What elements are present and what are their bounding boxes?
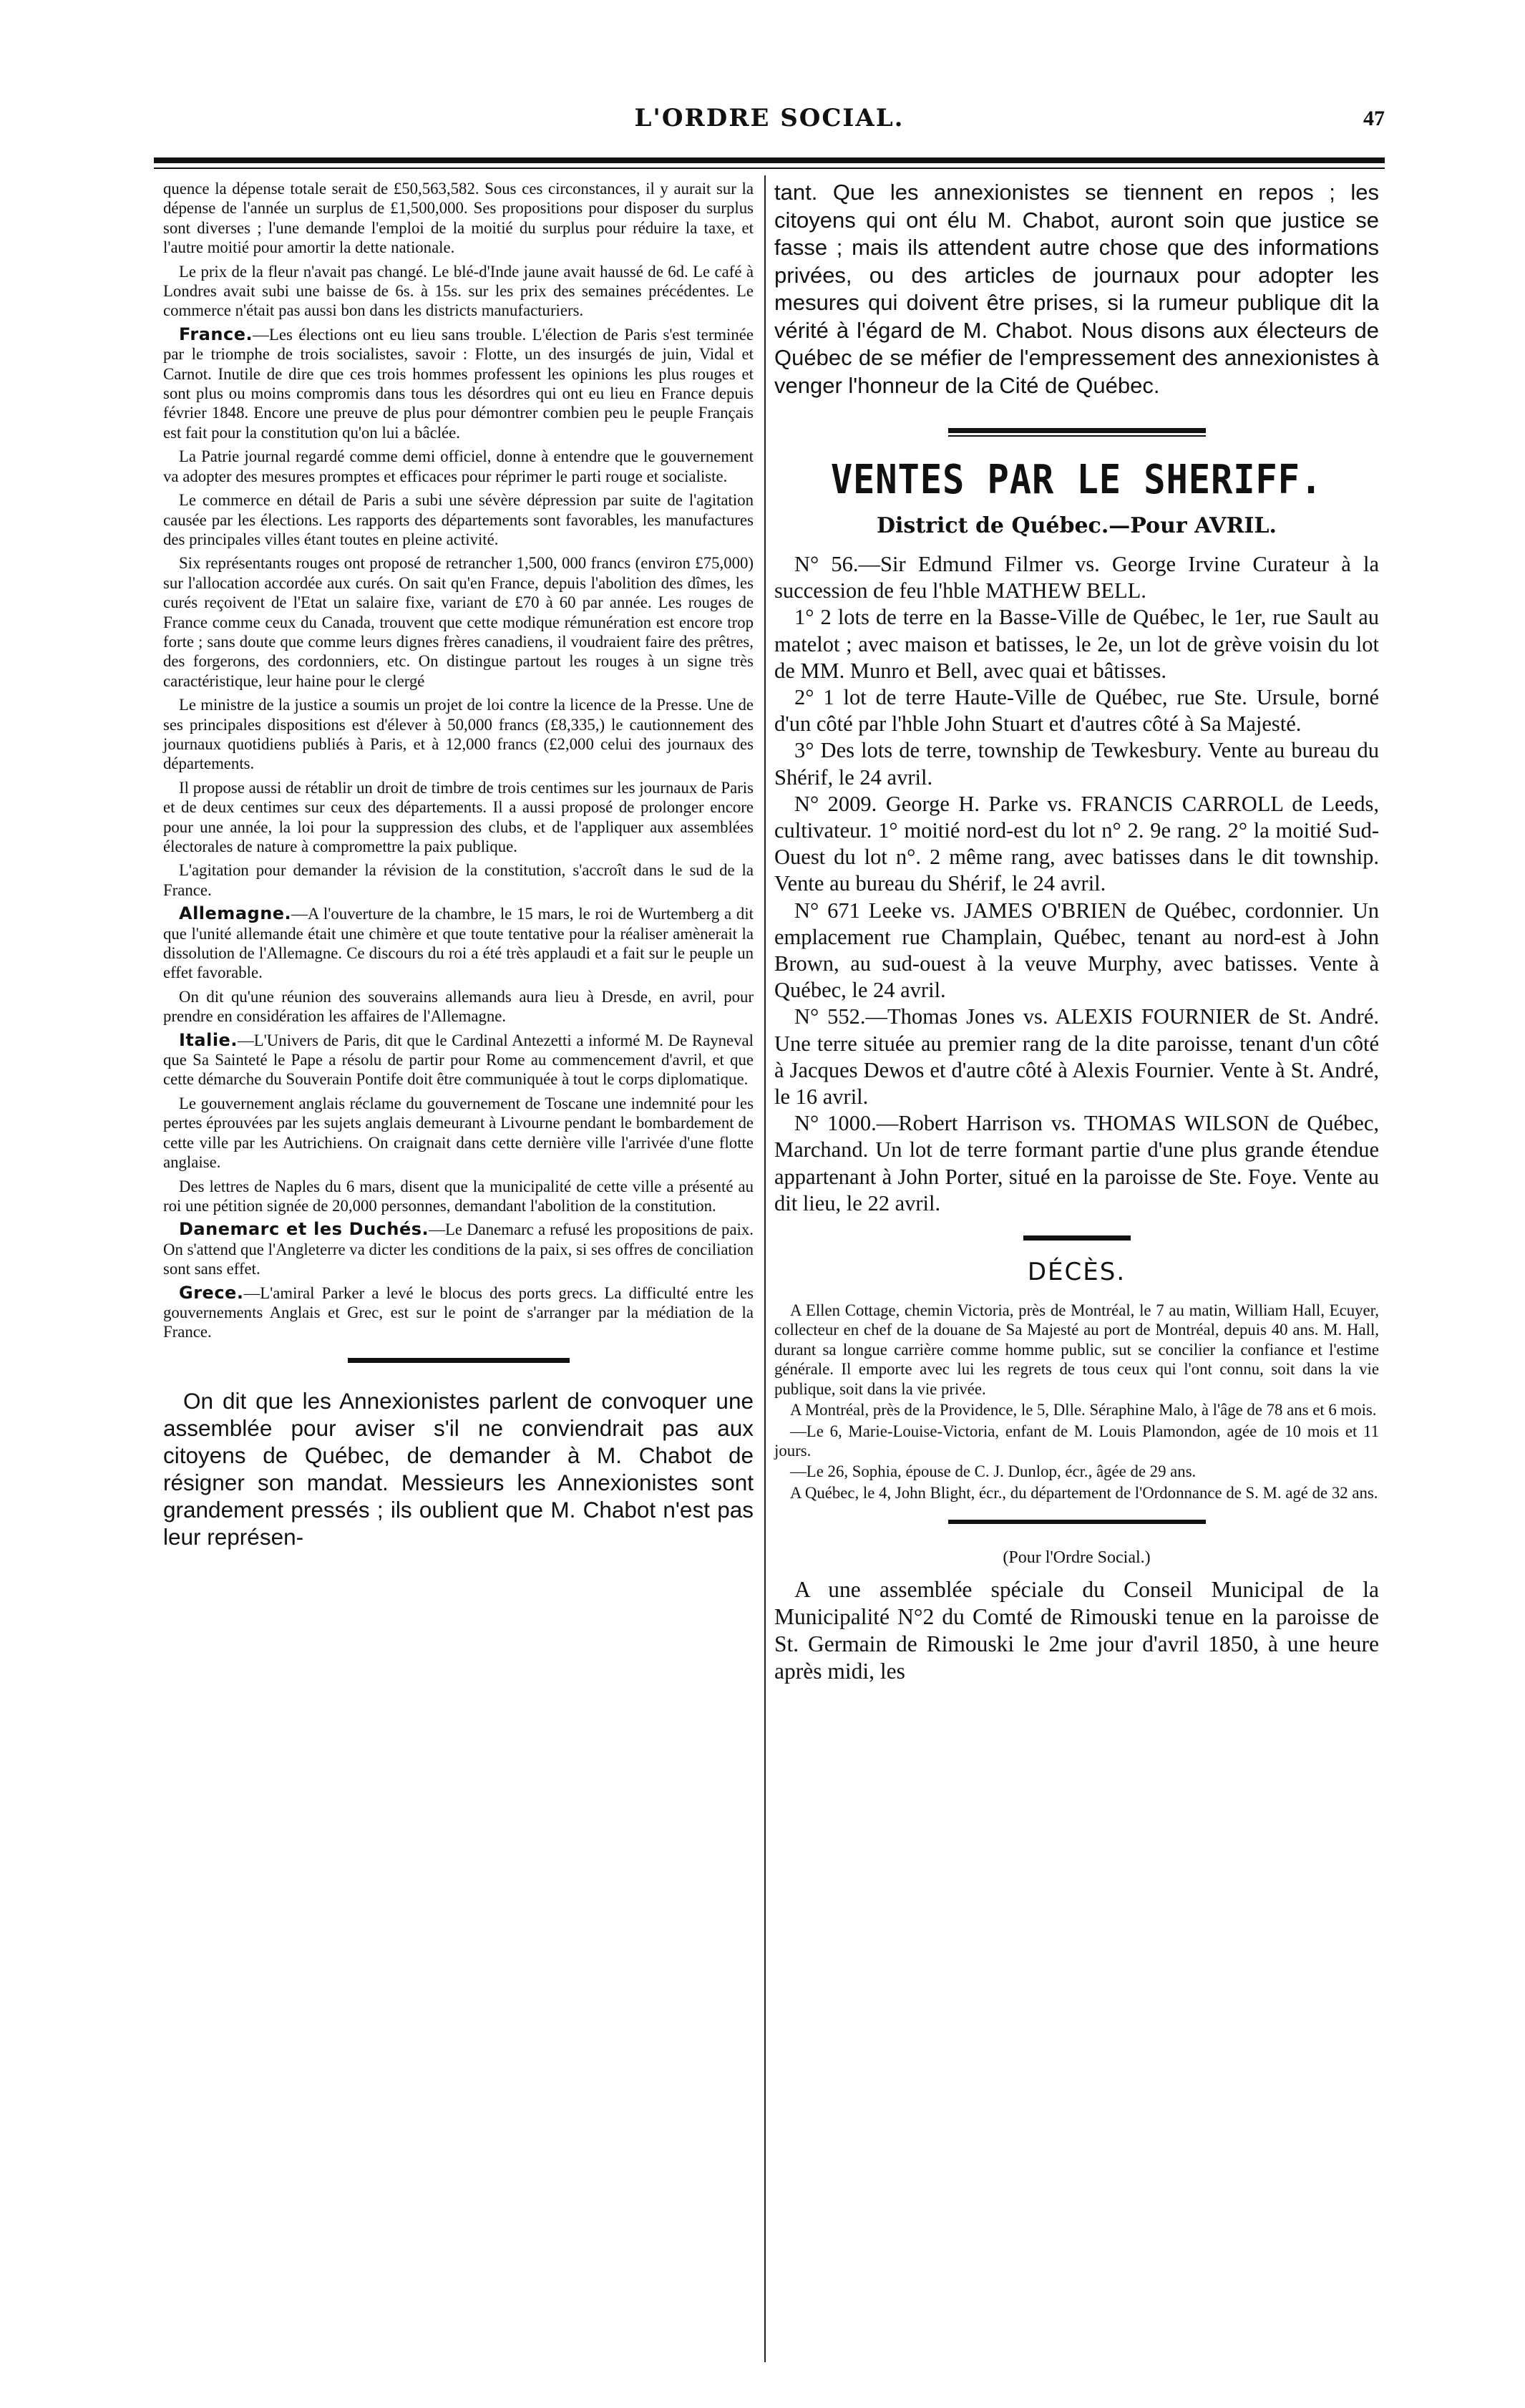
deces-entry: A Montréal, près de la Providence, le 5, Dlle. Séraphine Malo, à l'âge de 78 ans et 6 mois. [790,1401,1377,1419]
section-rule [948,1520,1206,1524]
sale-entry: N° 671 Leeke vs. JAMES O'BRIEN de Québec, cordonnier. Un emplacement rue Champlain, Québec, tenant au nord-est à John Brown, au sud-ouest à la veuve Murphy, avec batisses. Vente à Québec, le 24 avril. [774,898,1379,1003]
country-lead: France. [179,324,253,344]
sale-entry: N° 552.—Thomas Jones vs. ALEXIS FOURNIER de St. André. Une terre située au premier rang de la dite paroisse, tenant d'un côté à Jacques Dewos et d'autre côté à Alexis Fournier. Vente à St. André, le 16 avril. [774,1004,1379,1110]
deces-entry: —Le 26, Sophia, épouse de C. J. Dunlop, écr., âgée de 29 ans. [790,1462,1197,1481]
district-heading: District de Québec.—Pour AVRIL. [877,513,1277,538]
paragraph: Le gouvernement anglais réclame du gouvernement de Toscane une indemnité pour les pertes éprouvées par les sujets anglais demeurant à Livourne pendant le bombardement de cette ville par les Autrichiens. On craignait dans cette dernière ville l'arrivée d'une flotte anglaise. [163,1094,754,1172]
paragraph: On dit qu'une réunion des souverains allemands aura lieu à Dresde, en avril, pour prendre en considération les affaires de l'Allemagne. [163,987,754,1026]
paragraph: L'agitation pour demander la révision de la constitution, s'accroît dans le sud de la France. [163,861,754,899]
sale-entry: N° 56.—Sir Edmund Filmer vs. George Irvine Curateur à la succession de feu l'hble MATHEW BELL. [774,552,1379,603]
news-item-danemarc: Danemarc et les Duchés.—Le Danemarc a refusé les propositions de paix. On s'attend que l'Angleterre va dicter les conditions de la paix, si ses offres de conciliation sont sans effet. [163,1219,754,1278]
section-rule [348,1358,570,1363]
deces-list [774,1301,1379,1502]
paragraph: Six représentants rouges ont proposé de retrancher 1,500, 000 francs (environ £75,000) sur l'allocation accordée aux curés. On sait qu'en France, depuis l'abolition des dîmes, les curés reçoivent de l'Etat un salaire fixe, variant de £70 à 60 par année. Les rouges de France comme ceux du Canada, trouvent que cette modique rémunération est encore trop forte ; sans doute que comme leurs dignes frères canadiens, il voudraient faire des prêtres, des forgerons, des cordonniers, etc. On distingue partout les rouges à un signe très caractéristique, leur haine pour le clergé [163,554,754,690]
deces-entry: A Québec, le 4, John Blight, écr., du département de l'Ordonnance de S. M. agé de 32 ans. [790,1483,1378,1502]
sale-entry: 3° Des lots de terre, township de Tewkesbury. Vente au bureau du Shérif, le 24 avril. [774,738,1379,790]
country-lead: Allemagne. [179,903,292,924]
council-paragraph: A une assemblée spéciale du Conseil Municipal de la Municipalité N°2 du Comté de Rimouski tenue en la paroisse de St. Germain de Rimouski le 2me jour d'avril 1850, à une heure après midi, les [774,1577,1379,1684]
deces-title: DÉCÈS. [1027,1258,1126,1287]
page-header [154,104,1385,147]
sheriff-sales-list [774,551,1379,1217]
paragraph: Le ministre de la justice a soumis un projet de loi contre la licence de la Presse. Une de ses principales dispositions est d'élever à 50,000 francs (£8,335,) le cautionnement des journaux quotidiens publiés à Paris, et à 12,000 francs (£2,000 celui des journaux des départements. [163,696,754,773]
annexionistes-paragraph: On dit que les Annexionistes parlent de convoquer une assemblée pour aviser s'il ne conviendrait pas aux citoyens de Québec, de demander à M. Chabot de résigner son mandat. Messieurs les Annexionistes sont grandement pressés ; ils oublient que M. Chabot n'est pas leur représen- [163,1387,754,1550]
paragraph: tant. Que les annexionistes se tiennent en repos ; les citoyens qui ont élu M. Chabot, auront soin que justice se fasse ; mais ils attendent autre chose que des informations privées, ou des articles de journaux pour adopter les mesures qui doivent être prises, si la rumeur publique dit la vérité à l'égard de M. Chabot. Nous disons aux électeurs de Québec de se méfier de l'empressement des annexionistes à venger l'honneur de la Cité de Québec. [774,180,1379,398]
country-lead: Danemarc et les Duchés. [179,1219,429,1240]
left-column [163,179,754,1550]
right-column [774,179,1379,1685]
sale-entry: 1° 2 lots de terre en la Basse-Ville de Québec, le 1er, rue Sault au matelot ; avec maison et batisses, le 2e, un lot de grève voisin du lot de MM. Munro et Bell, avec quai et bâtisses. [774,605,1379,683]
deces-entry: —Le 6, Marie-Louise-Victoria, enfant de M. Louis Plamondon, agée de 10 mois et 11 jours. [774,1422,1379,1460]
running-title: L'ORDRE SOCIAL. [634,104,905,132]
paragraph: Le commerce en détail de Paris a subi une sévère dépression par suite de l'agitation causée par les élections. Les rapports des départements sont favorables, les manufactures des principales villes étant toutes en pleine activité. [163,491,754,548]
paragraph: quence la dépense totale serait de £50,563,582. Sous ces circonstances, il y aurait sur la dépense de l'année un surplus de £1,500,000. Ses propositions pour disposer du surplus sont diverses ; l'une demande l'emploi de la moitié du surplus pour réduire la taxe, et l'autre moitié pour amortir la dette nationale. [163,180,754,257]
news-item-france: France.—Les élections ont eu lieu sans trouble. L'élection de Paris s'est terminée par le triomphe de trois socialistes, savoir : Flotte, un des insurgés de juin, Vidal et Carnot. Inutile de dire que ces trois hommes professent les opinions les plus rouges et sont plus ou moins compromis dans tous les désordres qui ont eu lieu en France depuis février 1848. Encore une preuve de plus pour démontrer combien peu le peuple Français est fait pour la constitution qu'on lui a bâclée. [163,324,754,442]
sale-entry: 2° 1 lot de terre Haute-Ville de Québec, rue Ste. Ursule, borné d'un côté par l'hble John Stuart et d'autres côté à Sa Majesté. [774,685,1379,737]
news-item-italie: Italie.—L'Univers de Paris, dit que le Cardinal Antezetti a informé M. De Rayneval que Sa Sainteté le Pape a résolu de partir pour Rome au commencement d'avril, et que cette démarche du Souverain Pontife doit être communiquée à tout le corps diplomatique. [163,1029,754,1089]
header-rule [154,157,1385,163]
deces-entry: A Ellen Cottage, chemin Victoria, près de Montréal, le 7 au matin, William Hall, Ecuyer, collecteur en chef de la douane de Sa Majesté au port de Montréal, depuis 40 ans. M. Hall, durant sa longue carrière comme homme public, sut se concilier la confiance et l'estime générale. Il emporte avec lui les regrets de tous ceux qui l'ont connu, soit dans la vie publique, soit dans la vie privée. [774,1301,1379,1398]
paragraph: La Patrie journal regardé comme demi officiel, donne à entendre que le gouvernement va adopter des mesures promptes et efficaces pour réprimer le parti rouge et socialiste. [163,447,754,485]
section-rule [948,428,1206,433]
sheriff-sales-title: VENTES PAR LE SHERIFF. [830,457,1323,503]
sale-entry: N° 2009. George H. Parke vs. FRANCIS CARROLL de Leeds, cultivateur. 1° moitié nord-est du lot n° 2. 9e rang. 2° la moitié Sud-Ouest du lot n°. 2 même rang, avec batisses dans le dit township. Vente au bureau du Shérif, le 24 avril. [774,791,1379,896]
header-rule-thin [154,168,1385,169]
paragraph: Le prix de la fleur n'avait pas changé. Le blé-d'Inde jaune avait haussé de 6d. Le café à Londres avait subi une baisse de 6s. à 15s. sur les prix des semaines précédentes. Le commerce n'était pas aussi bon dans les districts manufacturiers. [163,262,754,320]
page-number: 47 [1363,107,1385,130]
column-divider [764,175,766,2362]
section-rule [1023,1235,1131,1241]
credit-line: (Pour l'Ordre Social.) [1003,1548,1151,1568]
country-lead: Grece. [179,1282,244,1303]
news-item-grece: Grece.—L'amiral Parker a levé le blocus des ports grecs. La difficulté entre les gouvernements Anglais et Grec, est sur le point de s'arranger par la médiation de la France. [163,1282,754,1341]
section-rule-thin [948,435,1206,437]
paragraph: Il propose aussi de rétablir un droit de timbre de trois centimes sur les journaux de Paris et de deux centimes sur ceux des départements. Il a aussi proposé de prolonger encore pour une année, la loi pour la suppression des clubs, et de l'appliquer aux assemblées électorales de nature à compromettre la paix publique. [163,778,754,855]
news-item-allemagne: Allemagne.—A l'ouverture de la chambre, le 15 mars, le roi de Wurtemberg a dit que l'unité allemande était une chimère et que toute tentative pour la réaliser amènerait la dissolution de l'Allemagne. Ce discours du roi a été très applaudi et a fait sur le peuple un effet favorable. [163,903,754,982]
sale-entry: N° 1000.—Robert Harrison vs. THOMAS WILSON de Québec, Marchand. Un lot de terre formant partie d'une plus grande étendue appartenant à John Porter, situé en la paroisse de Ste. Foye. Vente au dit lieu, le 22 avril. [774,1111,1379,1215]
country-lead: Italie. [179,1029,238,1050]
paragraph: Des lettres de Naples du 6 mars, disent que la municipalité de cette ville a présenté au roi une pétition signée de 20,000 personnes, demandant l'abolition de la constitution. [163,1177,754,1215]
